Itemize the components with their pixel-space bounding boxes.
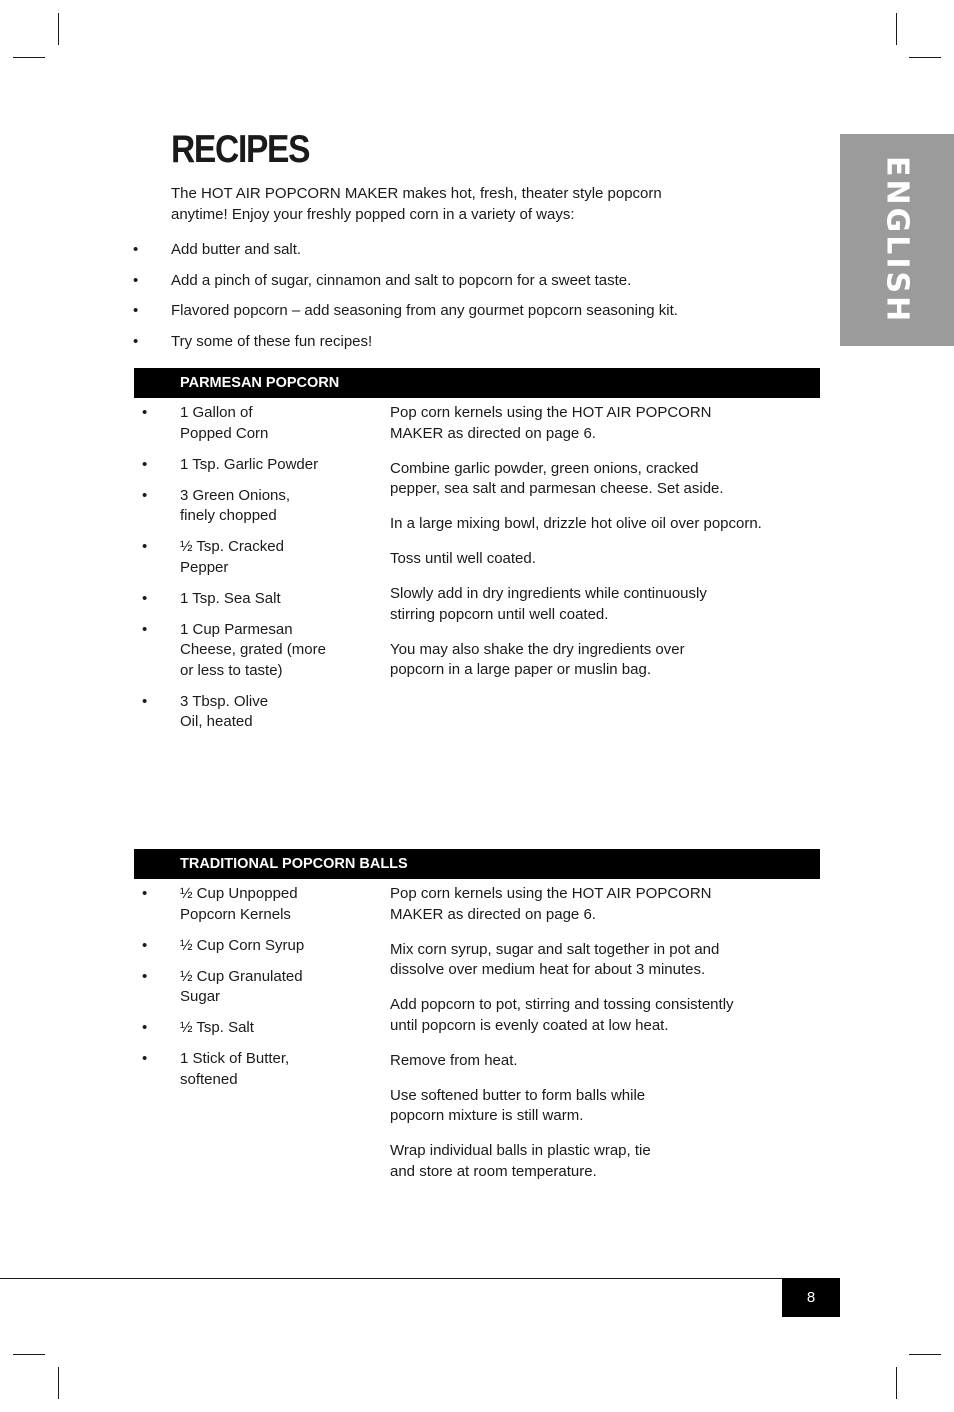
steps-list-parmesan [390, 403, 762, 695]
footer-rule [0, 1278, 840, 1279]
list-item: • 1 Gallon of Popped Corn [142, 404, 269, 442]
crop-mark [13, 1354, 45, 1355]
crop-mark [13, 57, 45, 58]
list-item: • Flavored popcorn – add seasoning from any gourmet popcorn seasoning kit. [133, 302, 678, 320]
list-item: Slowly add in dry ingredients while continuously stirring popcorn until well coated. [390, 585, 707, 623]
list-item: • 1 Cup Parmesan Cheese, grated (more or less to taste) [142, 620, 326, 679]
ingredients-list-parmesan [142, 403, 340, 743]
list-item: Mix corn syrup, sugar and salt together in pot and dissolve over medium heat for about 3 minutes. [390, 940, 720, 978]
list-item: • 3 Tbsp. Olive Oil, heated [142, 692, 269, 730]
list-item: • ½ Tsp. Salt [142, 1019, 254, 1036]
list-item: • 1 Tsp. Garlic Powder [142, 455, 319, 473]
list-item: Wrap individual balls in plastic wrap, tie and store at room temperature. [390, 1142, 651, 1180]
list-item: • Try some of these fun recipes! [133, 333, 373, 351]
list-item: • 1 Stick of Butter, softened [142, 1050, 290, 1088]
list-item: Use softened butter to form balls while popcorn mixture is still warm. [390, 1086, 646, 1124]
intro-paragraph: The HOT AIR POPCORN MAKER makes hot, fresh, theater style popcorn anytime! Enjoy your freshly popped corn in a variety of ways: [171, 185, 662, 223]
list-item: • Add butter and salt. [133, 241, 302, 258]
ingredients-list-popcorn-balls [142, 884, 340, 1101]
crop-mark [58, 13, 59, 45]
list-item: You may also shake the dry ingredients over popcorn in a large paper or muslin bag. [390, 640, 685, 678]
steps-list-popcorn-balls [390, 884, 734, 1197]
list-item: • 3 Green Onions, finely chopped [142, 486, 291, 524]
recipe-header-popcorn-balls: TRADITIONAL POPCORN BALLS [134, 849, 820, 879]
list-item: Pop corn kernels using the HOT AIR POPCORN MAKER as directed on page 6. [390, 404, 712, 442]
list-item: • 1 Tsp. Sea Salt [142, 589, 281, 607]
recipe-header-parmesan: PARMESAN POPCORN [134, 368, 820, 398]
list-item: • ½ Cup Unpopped Popcorn Kernels [142, 885, 298, 923]
list-item: Pop corn kernels using the HOT AIR POPCORN MAKER as directed on page 6. [390, 885, 712, 923]
list-item: Combine garlic powder, green onions, cracked pepper, sea salt and parmesan cheese. Set aside. [390, 459, 724, 497]
list-item: In a large mixing bowl, drizzle hot olive oil over popcorn. [390, 515, 762, 532]
crop-mark [896, 1367, 897, 1399]
list-item: • Add a pinch of sugar, cinnamon and salt to popcorn for a sweet taste. [133, 271, 632, 289]
list-item: Toss until well coated. [390, 550, 536, 567]
list-item: • ½ Cup Corn Syrup [142, 936, 305, 954]
tips-list [133, 240, 678, 363]
crop-mark [909, 57, 941, 58]
page-title: RECIPES [171, 128, 310, 171]
crop-mark [909, 1354, 941, 1355]
list-item: Remove from heat. [390, 1051, 518, 1069]
list-item: • ½ Tsp. Cracked Pepper [142, 538, 284, 576]
page-number: 8 [782, 1278, 840, 1317]
crop-mark [58, 1367, 59, 1399]
list-item: • ½ Cup Granulated Sugar [142, 967, 303, 1005]
list-item: Add popcorn to pot, stirring and tossing consistently until popcorn is evenly coated at low heat. [390, 996, 734, 1034]
crop-mark [896, 13, 897, 45]
language-tab-label: ENGLISH [879, 155, 915, 325]
language-tab [840, 134, 954, 346]
